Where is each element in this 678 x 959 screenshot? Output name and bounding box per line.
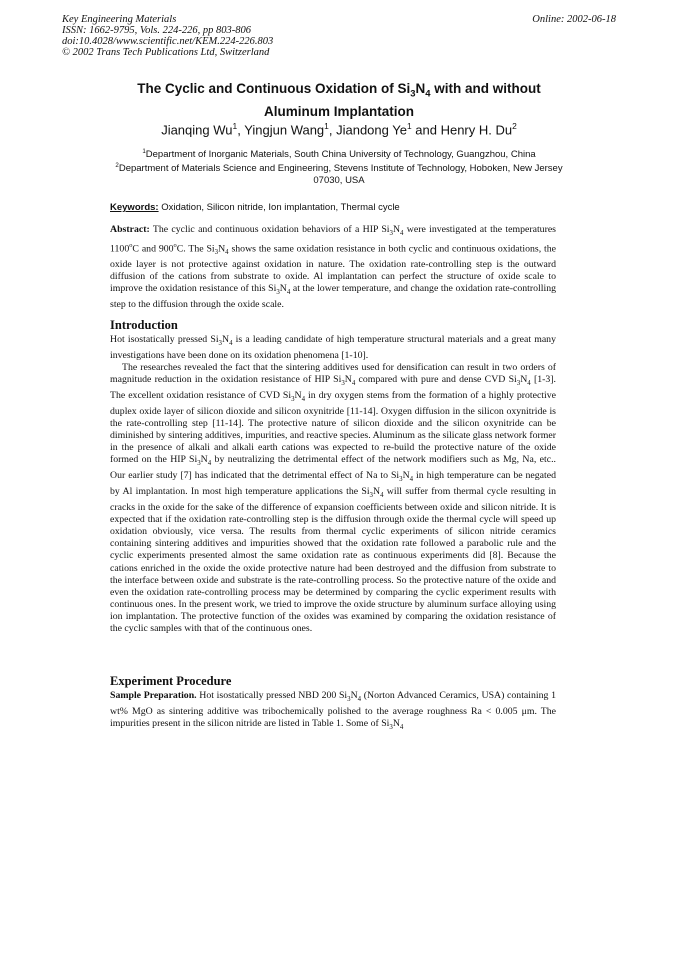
introduction-body xyxy=(110,334,556,635)
journal-header xyxy=(62,14,273,58)
journal-issn: ISSN: 1662-9795, Vols. 224-226, pp 803-806 xyxy=(62,25,251,36)
experiment-heading: Experiment Procedure xyxy=(110,674,232,688)
paper-title xyxy=(100,80,578,120)
experiment-body xyxy=(110,690,556,734)
keywords-label: Keywords: xyxy=(110,202,159,213)
affiliation-1: $^1$Department of Inorganic Materials, South China University of Technology, Guangzhou, China xyxy=(142,148,536,161)
affiliation-2: $^2$Department of Materials Science and Engineering, Stevens Institute of Technology, Hoboken, New Jersey 07030, USA xyxy=(115,162,563,187)
introduction-heading: Introduction xyxy=(110,318,178,332)
sample-preparation-label: Sample Preparation. xyxy=(110,690,197,701)
intro-paragraph-1: Hot isostatically pressed $Si_3N_4$ is a leading candidate of high temperature structural materials and a great many investigations have been done on its oxidation phenomena [1-10]. xyxy=(110,334,556,361)
journal-copyright: © 2002 Trans Tech Publications Ltd, Switzerland xyxy=(62,47,270,58)
title-line-2: Aluminum Implantation xyxy=(264,103,414,119)
online-date: Online: 2002-06-18 xyxy=(532,14,616,25)
title-line-1: The Cyclic and Continuous Oxidation of $Si_3N_4$ with and without xyxy=(137,81,541,100)
journal-name: Key Engineering Materials xyxy=(62,14,177,25)
keywords-text: Oxidation, Silicon nitride, Ion implantation, Thermal cycle xyxy=(158,202,400,213)
intro-paragraph-2: The researches revealed the fact that the sintering additives used for densification can result in two orders of magnitude reduction in the oxidation resistance of HIP $Si_3N_4$ compared with pure and dense CVD $Si_3N_4$ [1-3]. The excellent oxidation resistance of CVD $Si_3N_4$ in dry oxygen stems from the formation of a highly protective duplex oxide layer of silicon dioxide and silicon oxynitride [11-14]. Oxygen diffusion in the silicon oxynitride is the rate-controlling step [11-14]. The protective nature of silicon dioxide and the silicon oxynitride can be diminished by sintering additives, impurities, and reactive species. Aluminum as the silicate glass network former in the presence of alkali and alkali earth cations was expected to re-build the protective nature of the oxide formed on the HIP $Si_3N_4$ by neutralizing the detrimental effect of the network modifiers such as Mg, Na, etc.. Our earlier study [7] has indicated that the detrimental effect of Na to $Si_3N_4$ in high temperature can be negated by Al implantation. In most high temperature applications the $Si_3N_4$ will suffer from thermal cycle resulting in cracks in the oxide for the sake of the difference of expansion coefficients between oxide and silicon nitride. It is expected that if the oxidation rate-controlling step is the diffusion through oxide the thermal cycle will speed up oxidation obviously, vice versa. The results from thermal cyclic experiments of silicon nitride ceramics containing sintering additives and impurities showed that the oxidation rate followed a parabolic rule and the cyclic experiments presented almost the same oxidation rate as continuous experiments did [8]. Because the cations enriched in the oxide the oxide protective nature had been destroyed and the diffusion from substrate to the interface between oxide and substrate is the rate-controlling process. So the protective nature of the oxide and even the oxidation rate-controlling process may be determined by comparing the cyclic experiment results with continuous ones. In the present work, we tried to improve the oxide structure by aluminum surface alloying using ion implantation. The protective function of the oxides was examined by comparing the oxidation resistance of the cyclic samples with that of the continuous ones. xyxy=(110,362,557,634)
journal-doi: doi:10.4028/www.scientific.net/KEM.224-226.803 xyxy=(62,36,274,47)
sample-preparation-paragraph: Sample Preparation. Hot isostatically pressed NBD 200 $Si_3N_4$ (Norton Advanced Ceramics, USA) containing 1 wt% MgO as sintering additive was tribochemically polished to the average roughness Ra < 0.005 μm. The impurities present in the silicon nitride are listed in Table 1. Some of $Si_3N_4$ xyxy=(110,690,556,731)
author-list: Jianqing Wu$^1$, Yingjun Wang$^1$, Jiandong Ye$^1$ and Henry H. Du$^2$ xyxy=(161,121,517,138)
keywords xyxy=(110,202,400,213)
abstract-label: Abstract: xyxy=(110,224,150,235)
abstract: Abstract: The cyclic and continuous oxidation behaviors of a HIP $Si_3N_4$ were investigated at the temperatures 1100$^o$C and 900$^o$C. The $Si_3N_4$ shows the same oxidation resistance in both cyclic and continuous oxidations, the oxide layer is not protective against oxidation in nature. The oxidation rate-controlling step is the outward diffusion of the cations from substrate to oxide. Al implantation can perfect the structure of oxide scale to improve the oxidation resistance of this $Si_3N_4$ at the lower temperature, and change the oxidation rate-controlling step to the diffusion through the oxide scale. xyxy=(110,224,556,311)
